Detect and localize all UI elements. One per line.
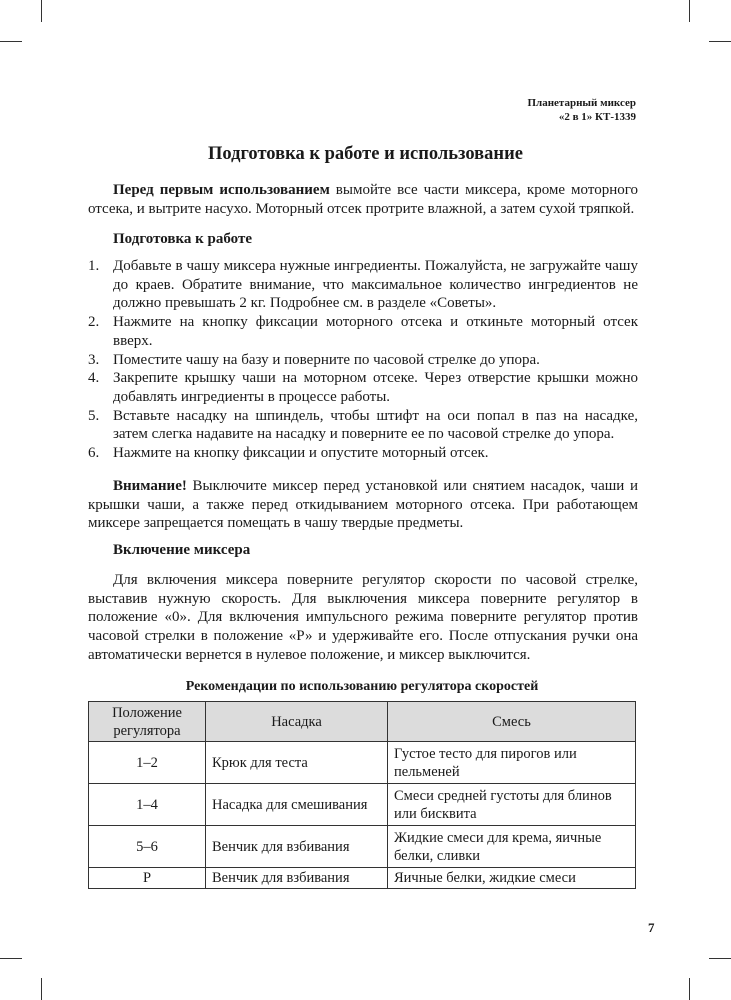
warning-text: Выключите миксер перед установкой или снятием насадок, чаши и крышки чаши, а также перед откидыванием моторного отсека. При работающем миксере запрещается помещать в чашу твердые предметы. <box>88 478 638 532</box>
list-text: Нажмите на кнопку фиксации и опустите моторный отсек. <box>113 445 489 462</box>
list-item <box>88 407 638 444</box>
crop-mark <box>0 958 22 959</box>
page-number: 7 <box>648 920 655 935</box>
prep-list <box>88 257 638 463</box>
list-text: Вставьте насадку на шпиндель, чтобы штифт на оси попал в паз на насадке, затем слегка надавите на насадку и поверните ее по часовой стрелке до упора. <box>113 407 638 443</box>
warning-bold: Внимание! <box>113 478 187 494</box>
list-item <box>88 444 638 463</box>
list-number: 1. <box>88 258 100 274</box>
cell-mix: Густое тесто для пирогов или пельменей <box>388 742 636 784</box>
crop-mark <box>709 41 731 42</box>
table-row <box>89 742 636 784</box>
power-heading: Включение миксера <box>113 542 251 558</box>
list-text: Добавьте в чашу миксера нужные ингредиенты. Пожалуйста, не загружайте чашу до краев. Обратите внимание, что максимальное количество ингредиентов не должно превышать 2 кг. Подробнее см. в разделе «Советы». <box>113 258 638 312</box>
list-number: 4. <box>88 370 100 387</box>
cell-position: 1–4 <box>89 784 206 826</box>
cell-position: 5–6 <box>89 826 206 868</box>
crop-mark <box>41 0 42 22</box>
list-text: Нажмите на кнопку фиксации моторного отсека и откиньте моторный отсек вверх. <box>113 314 638 349</box>
cell-attachment: Насадка для смешивания <box>206 784 388 826</box>
list-number: 6. <box>88 445 100 462</box>
cell-mix: Яичные белки, жидкие смеси <box>388 868 636 889</box>
cell-position: 1–2 <box>89 742 206 784</box>
cell-mix: Жидкие смеси для крема, яичные белки, сливки <box>388 826 636 868</box>
running-header <box>527 96 636 124</box>
table-header-row <box>89 702 636 742</box>
list-item <box>88 313 638 350</box>
power-text: Для включения миксера поверните регулятор скорости по часовой стрелке, выставив нужную скорость. Для выключения миксера поверните регулятор в положение «0». Для включения импульсного режима поверните регулятор против часовой стрелки в положение «Р» и удерживайте его. После отпускания ручки она автоматически вернется в нулевое положение, и миксер выключится. <box>88 572 638 663</box>
cell-attachment: Венчик для взбивания <box>206 868 388 889</box>
header-attachment: Насадка <box>206 702 388 742</box>
crop-mark <box>689 978 690 1000</box>
power-paragraph <box>88 571 638 665</box>
crop-mark <box>709 958 731 959</box>
page-title: Подготовка к работе и использование <box>208 144 523 164</box>
list-item <box>88 369 638 406</box>
table-row <box>89 868 636 889</box>
list-item <box>88 351 638 370</box>
list-number: 3. <box>88 351 100 368</box>
cell-attachment: Венчик для взбивания <box>206 826 388 868</box>
list-text: Поместите чашу на базу и поверните по часовой стрелке до упора. <box>113 351 540 368</box>
table-row <box>89 784 636 826</box>
warning-paragraph <box>88 477 638 533</box>
header-line: «2 в 1» КТ-1339 <box>558 111 636 123</box>
prep-heading: Подготовка к работе <box>113 231 252 247</box>
header-line: Планетарный миксер <box>527 97 636 109</box>
list-item <box>88 257 638 313</box>
crop-mark <box>0 41 22 42</box>
speed-table <box>88 701 636 889</box>
intro-text: вымойте все части миксера, кроме моторного отсека, и вытрите насухо. Моторный отсек протрите влажной, а затем сухой тряпкой. <box>88 182 639 217</box>
header-mix: Смесь <box>388 702 636 742</box>
table-row <box>89 826 636 868</box>
intro-paragraph <box>88 181 638 218</box>
crop-mark <box>689 0 690 22</box>
list-number: 2. <box>88 314 100 331</box>
cell-attachment: Крюк для теста <box>206 742 388 784</box>
list-number: 5. <box>88 407 100 424</box>
header-position: Положение регулятора <box>89 702 206 742</box>
table-caption: Рекомендации по использованию регулятора скоростей <box>185 679 539 694</box>
crop-mark <box>41 978 42 1000</box>
list-text: Закрепите крышку чаши на моторном отсеке. Через отверстие крышки можно добавлять ингредиенты в процессе работы. <box>113 370 638 405</box>
cell-position: Р <box>89 868 206 889</box>
cell-mix: Смеси средней густоты для блинов или бисквита <box>388 784 636 826</box>
intro-bold: Перед первым использованием <box>113 182 330 198</box>
